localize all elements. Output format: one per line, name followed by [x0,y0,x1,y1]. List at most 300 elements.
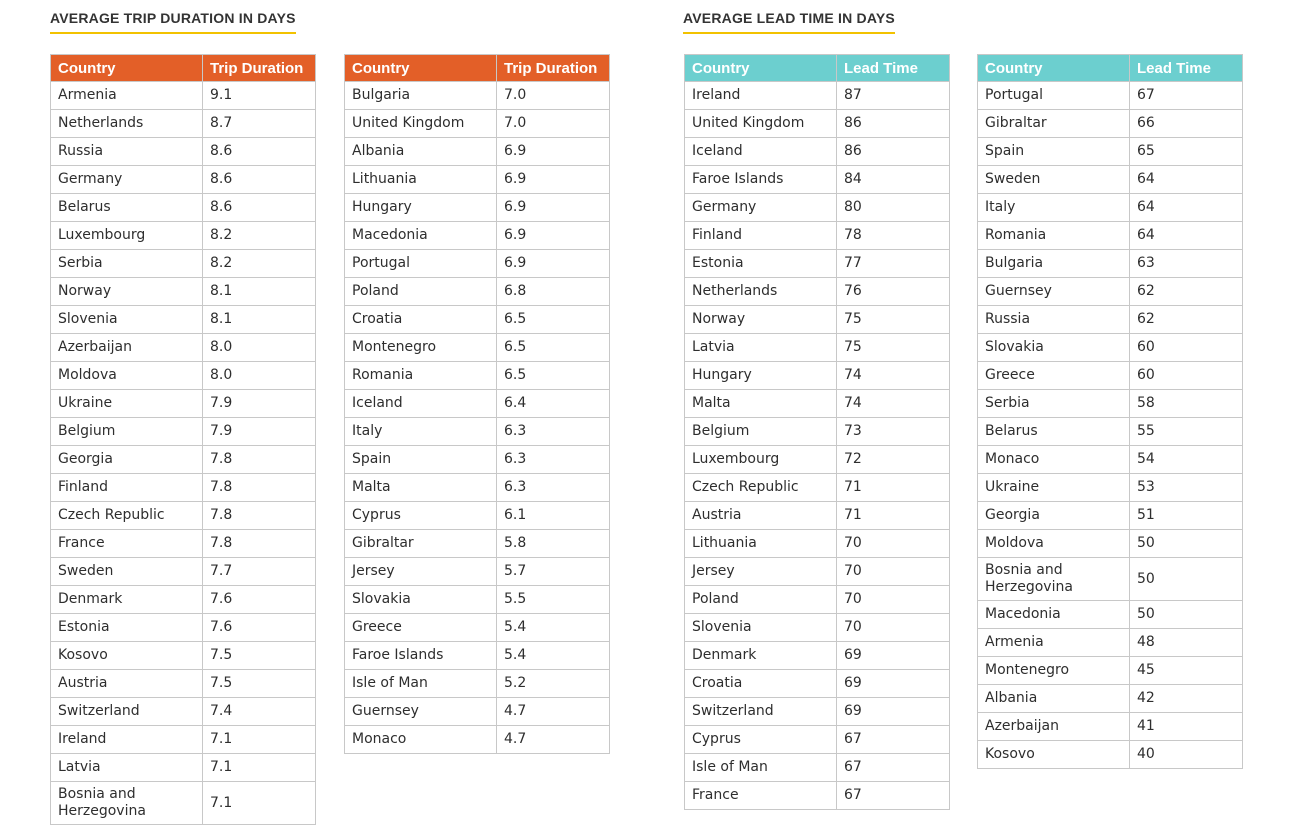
country-cell: Serbia [978,390,1130,418]
table-row [978,558,1243,601]
lead-time-cell: 69 [837,670,950,698]
table-row [685,82,950,110]
table-row [51,166,316,194]
lead-time-table-1 [684,54,950,810]
table-row [978,362,1243,390]
country-cell: Ukraine [51,390,203,418]
country-cell: Cyprus [345,502,497,530]
country-cell: Macedonia [345,222,497,250]
table-row [978,110,1243,138]
table-row [685,250,950,278]
trip-duration-cell: 6.5 [497,362,610,390]
trip-duration-cell: 6.9 [497,138,610,166]
lead-time-cell: 77 [837,250,950,278]
country-cell: Faroe Islands [345,642,497,670]
table-row [51,110,316,138]
trip-duration-cell: 7.1 [203,782,316,825]
country-cell: Russia [978,306,1130,334]
country-cell: Portugal [978,82,1130,110]
country-cell: Austria [685,502,837,530]
trip-duration-cell: 7.0 [497,110,610,138]
table-row [685,754,950,782]
country-cell: Denmark [51,586,203,614]
table-row [345,670,610,698]
trip-duration-cell: 6.1 [497,502,610,530]
country-cell: Isle of Man [345,670,497,698]
table-row [51,474,316,502]
table-row [345,418,610,446]
trip-duration-table-2 [344,54,610,754]
trip-duration-cell: 7.1 [203,754,316,782]
lead-time-cell: 71 [837,474,950,502]
table-row [685,306,950,334]
table-row [685,614,950,642]
lead-time-cell: 40 [1130,741,1243,769]
lead-time-cell: 60 [1130,362,1243,390]
country-cell: Spain [978,138,1130,166]
country-cell: Kosovo [978,741,1130,769]
lead-time-cell: 70 [837,558,950,586]
country-cell: Portugal [345,250,497,278]
table-header-row [685,55,950,82]
table-row [685,642,950,670]
country-cell: Bulgaria [978,250,1130,278]
trip-duration-cell: 7.6 [203,614,316,642]
country-cell: Georgia [51,446,203,474]
table-row [51,250,316,278]
country-cell: Norway [685,306,837,334]
country-cell: Jersey [685,558,837,586]
trip-duration-cell: 8.1 [203,278,316,306]
country-cell: Czech Republic [51,502,203,530]
trip-duration-cell: 6.5 [497,306,610,334]
trip-duration-cell: 8.2 [203,250,316,278]
lead-time-cell: 76 [837,278,950,306]
country-cell: Albania [978,685,1130,713]
lead-time-cell: 67 [837,726,950,754]
table-row [345,110,610,138]
lead-time-cell: 70 [837,530,950,558]
table-row [685,278,950,306]
table-row [685,782,950,810]
country-cell: Azerbaijan [978,713,1130,741]
table-row [978,334,1243,362]
table-row [51,390,316,418]
table-row [685,334,950,362]
trip-duration-cell: 8.6 [203,194,316,222]
table-row [685,194,950,222]
country-cell: Lithuania [685,530,837,558]
country-cell: Norway [51,278,203,306]
country-cell: Germany [51,166,203,194]
table-row [345,334,610,362]
trip-duration-cell: 5.4 [497,642,610,670]
trip-duration-cell: 5.4 [497,614,610,642]
header-lead-time: Lead Time [1130,55,1243,82]
lead-time-table-2 [977,54,1243,769]
country-cell: Netherlands [51,110,203,138]
table-row [978,685,1243,713]
table-row [685,530,950,558]
lead-time-cell: 50 [1130,530,1243,558]
lead-time-cell: 55 [1130,418,1243,446]
table-row [345,306,610,334]
trip-duration-title: AVERAGE TRIP DURATION IN DAYS [50,10,296,34]
table-row [685,138,950,166]
table-row [978,418,1243,446]
table-row [685,390,950,418]
lead-time-cell: 67 [837,782,950,810]
table-row [51,614,316,642]
lead-time-cell: 54 [1130,446,1243,474]
lead-time-cell: 69 [837,642,950,670]
trip-duration-cell: 7.9 [203,418,316,446]
header-country: Country [51,55,203,82]
trip-duration-cell: 8.1 [203,306,316,334]
country-cell: Bosnia and Herzegovina [51,782,203,825]
table-row [685,446,950,474]
trip-duration-cell: 4.7 [497,698,610,726]
header-country: Country [685,55,837,82]
country-cell: Austria [51,670,203,698]
table-row [51,418,316,446]
country-cell: Kosovo [51,642,203,670]
country-cell: Gibraltar [978,110,1130,138]
table-row [51,698,316,726]
trip-duration-cell: 8.6 [203,166,316,194]
table-row [51,222,316,250]
table-row [685,474,950,502]
lead-time-cell: 42 [1130,685,1243,713]
trip-duration-cell: 5.2 [497,670,610,698]
table-row [345,362,610,390]
country-cell: Lithuania [345,166,497,194]
country-cell: Belgium [51,418,203,446]
country-cell: Latvia [51,754,203,782]
trip-duration-cell: 7.8 [203,474,316,502]
table-row [345,446,610,474]
trip-duration-cell: 6.8 [497,278,610,306]
table-row [51,138,316,166]
country-cell: Malta [685,390,837,418]
lead-time-cell: 74 [837,362,950,390]
table-row [978,530,1243,558]
table-row [978,222,1243,250]
country-cell: Luxembourg [51,222,203,250]
country-cell: Monaco [978,446,1130,474]
lead-time-cell: 86 [837,110,950,138]
trip-duration-cell: 7.8 [203,530,316,558]
country-cell: Belarus [978,418,1130,446]
country-cell: Denmark [685,642,837,670]
table-row [685,586,950,614]
lead-time-cell: 74 [837,390,950,418]
country-cell: Hungary [685,362,837,390]
table-row [51,278,316,306]
lead-time-cell: 51 [1130,502,1243,530]
trip-duration-cell: 7.0 [497,82,610,110]
country-cell: Luxembourg [685,446,837,474]
table-row [978,166,1243,194]
trip-duration-cell: 7.6 [203,586,316,614]
table-row [345,698,610,726]
country-cell: France [51,530,203,558]
trip-duration-table-1 [50,54,316,825]
country-cell: Iceland [345,390,497,418]
table-row [51,642,316,670]
table-row [345,586,610,614]
country-cell: Guernsey [978,278,1130,306]
country-cell: Greece [978,362,1130,390]
country-cell: Bosnia and Herzegovina [978,558,1130,601]
country-cell: Poland [685,586,837,614]
table-row [685,362,950,390]
country-cell: Switzerland [685,698,837,726]
trip-duration-cell: 5.7 [497,558,610,586]
lead-time-cell: 53 [1130,474,1243,502]
country-cell: Russia [51,138,203,166]
table-row [51,194,316,222]
country-cell: Hungary [345,194,497,222]
table-row [51,670,316,698]
table-row [978,82,1243,110]
header-country: Country [978,55,1130,82]
country-cell: Netherlands [685,278,837,306]
country-cell: Montenegro [978,657,1130,685]
lead-time-cell: 84 [837,166,950,194]
country-cell: Finland [685,222,837,250]
country-cell: Latvia [685,334,837,362]
table-row [978,713,1243,741]
table-row [978,446,1243,474]
table-row [51,82,316,110]
trip-duration-cell: 6.5 [497,334,610,362]
table-row [978,278,1243,306]
table-row [978,306,1243,334]
table-row [345,642,610,670]
lead-time-cell: 80 [837,194,950,222]
table-row [685,558,950,586]
trip-duration-cell: 8.7 [203,110,316,138]
lead-time-cell: 69 [837,698,950,726]
table-row [345,222,610,250]
lead-time-cell: 62 [1130,306,1243,334]
header-trip-duration: Trip Duration [203,55,316,82]
lead-time-cell: 62 [1130,278,1243,306]
table-row [51,362,316,390]
lead-time-cell: 75 [837,306,950,334]
country-cell: Armenia [51,82,203,110]
lead-time-cell: 67 [837,754,950,782]
country-cell: Ukraine [978,474,1130,502]
country-cell: Spain [345,446,497,474]
trip-duration-cell: 7.4 [203,698,316,726]
country-cell: Croatia [685,670,837,698]
table-row [345,474,610,502]
table-row [978,138,1243,166]
trip-duration-cell: 7.9 [203,390,316,418]
country-cell: Ireland [685,82,837,110]
country-cell: Ireland [51,726,203,754]
table-header-row [345,55,610,82]
trip-duration-cell: 9.1 [203,82,316,110]
country-cell: Iceland [685,138,837,166]
header-lead-time: Lead Time [837,55,950,82]
trip-duration-cell: 6.9 [497,194,610,222]
table-row [978,194,1243,222]
trip-duration-cell: 7.5 [203,642,316,670]
trip-duration-cell: 7.7 [203,558,316,586]
table-row [51,334,316,362]
table-row [51,782,316,825]
lead-time-cell: 87 [837,82,950,110]
country-cell: Faroe Islands [685,166,837,194]
table-row [978,657,1243,685]
table-row [978,502,1243,530]
table-row [978,390,1243,418]
table-row [51,306,316,334]
trip-duration-cell: 6.3 [497,474,610,502]
header-trip-duration: Trip Duration [497,55,610,82]
table-row [685,222,950,250]
lead-time-title: AVERAGE LEAD TIME IN DAYS [683,10,895,34]
country-cell: Sweden [51,558,203,586]
country-cell: Monaco [345,726,497,754]
trip-duration-cell: 5.5 [497,586,610,614]
country-cell: Belgium [685,418,837,446]
country-cell: Georgia [978,502,1130,530]
lead-time-cell: 48 [1130,629,1243,657]
country-cell: Belarus [51,194,203,222]
table-row [345,138,610,166]
lead-time-cell: 65 [1130,138,1243,166]
country-cell: Serbia [51,250,203,278]
country-cell: Slovakia [978,334,1130,362]
country-cell: Croatia [345,306,497,334]
table-row [685,726,950,754]
trip-duration-cell: 7.5 [203,670,316,698]
table-row [978,629,1243,657]
country-cell: United Kingdom [345,110,497,138]
table-row [685,670,950,698]
lead-time-cell: 50 [1130,601,1243,629]
table-row [345,726,610,754]
table-row [685,418,950,446]
table-row [978,250,1243,278]
table-row [345,278,610,306]
lead-time-cell: 70 [837,586,950,614]
country-cell: Romania [978,222,1130,250]
trip-duration-cell: 6.9 [497,166,610,194]
lead-time-cell: 78 [837,222,950,250]
country-cell: Jersey [345,558,497,586]
trip-duration-cell: 6.3 [497,446,610,474]
lead-time-cell: 73 [837,418,950,446]
table-row [978,601,1243,629]
lead-time-cell: 50 [1130,558,1243,601]
trip-duration-cell: 4.7 [497,726,610,754]
country-cell: Azerbaijan [51,334,203,362]
table-row [685,166,950,194]
country-cell: Malta [345,474,497,502]
table-row [51,446,316,474]
lead-time-cell: 64 [1130,222,1243,250]
table-row [51,530,316,558]
trip-duration-cell: 8.0 [203,362,316,390]
table-row [345,502,610,530]
lead-time-cell: 41 [1130,713,1243,741]
country-cell: Sweden [978,166,1130,194]
country-cell: Switzerland [51,698,203,726]
country-cell: Armenia [978,629,1130,657]
trip-duration-cell: 8.2 [203,222,316,250]
country-cell: Moldova [51,362,203,390]
country-cell: Guernsey [345,698,497,726]
table-row [51,558,316,586]
trip-duration-cell: 8.0 [203,334,316,362]
country-cell: Slovenia [685,614,837,642]
country-cell: Romania [345,362,497,390]
table-row [345,250,610,278]
country-cell: Germany [685,194,837,222]
lead-time-cell: 63 [1130,250,1243,278]
lead-time-cell: 67 [1130,82,1243,110]
trip-duration-cell: 8.6 [203,138,316,166]
country-cell: Slovakia [345,586,497,614]
country-cell: Estonia [51,614,203,642]
country-cell: Moldova [978,530,1130,558]
country-cell: Isle of Man [685,754,837,782]
header-country: Country [345,55,497,82]
table-row [51,586,316,614]
country-cell: Poland [345,278,497,306]
trip-duration-cell: 7.1 [203,726,316,754]
lead-time-cell: 58 [1130,390,1243,418]
table-row [345,390,610,418]
lead-time-cell: 72 [837,446,950,474]
table-row [685,110,950,138]
table-row [685,698,950,726]
table-row [51,502,316,530]
lead-time-cell: 64 [1130,166,1243,194]
trip-duration-cell: 6.9 [497,250,610,278]
trip-duration-cell: 7.8 [203,502,316,530]
lead-time-cell: 70 [837,614,950,642]
table-row [978,474,1243,502]
country-cell: Italy [345,418,497,446]
lead-time-cell: 66 [1130,110,1243,138]
country-cell: Montenegro [345,334,497,362]
country-cell: Cyprus [685,726,837,754]
table-row [51,754,316,782]
trip-duration-cell: 6.4 [497,390,610,418]
country-cell: Greece [345,614,497,642]
table-row [345,558,610,586]
trip-duration-cell: 5.8 [497,530,610,558]
country-cell: Czech Republic [685,474,837,502]
country-cell: Finland [51,474,203,502]
trip-duration-cell: 6.9 [497,222,610,250]
country-cell: Albania [345,138,497,166]
lead-time-cell: 45 [1130,657,1243,685]
country-cell: Gibraltar [345,530,497,558]
table-header-row [978,55,1243,82]
lead-time-cell: 60 [1130,334,1243,362]
country-cell: Italy [978,194,1130,222]
lead-time-cell: 75 [837,334,950,362]
country-cell: United Kingdom [685,110,837,138]
country-cell: Macedonia [978,601,1130,629]
